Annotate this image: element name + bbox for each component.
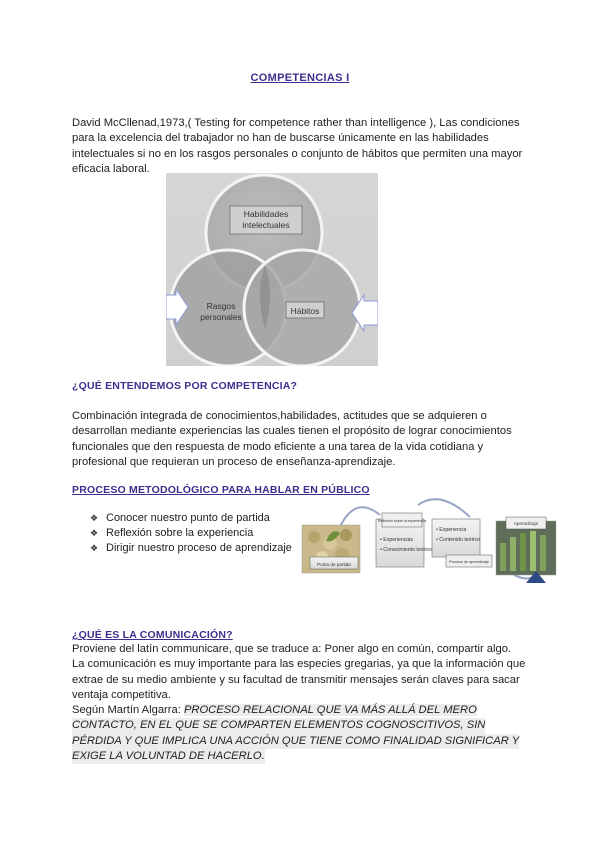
- competencia-line: desarrollan mediante experiencias las cuales tienen el propósito de lograr conocimientos: [72, 425, 512, 438]
- venn-label-left-1: Rasgos: [206, 301, 236, 311]
- plant-shape: [530, 531, 536, 571]
- process-box2-item-text: Conocimiento teórico: [383, 547, 432, 553]
- bullet-text: Reflexión sobre la experiencia: [106, 527, 254, 539]
- quote-text: PÉRDIDA Y QUE IMPLICA UNA ACCIÓN QUE TIENE COMO FINALIDAD SIGNIFICAR Y: [72, 734, 519, 749]
- connector-arc: [418, 499, 470, 517]
- diamond-bullet-icon: ❖: [90, 513, 99, 523]
- intro-paragraph: [72, 116, 532, 177]
- comunicacion-line: extrae de su medio ambiente y su facultad de transmitir mensajes serán claves para sacar: [72, 673, 520, 686]
- process-bullet-list: [90, 511, 292, 556]
- process-box2-item-text: Experiencias: [383, 537, 413, 543]
- process-box2-item: • Experiencias: [380, 537, 413, 543]
- intro-line: eficacia laboral.: [72, 162, 150, 175]
- process-svg: [300, 497, 560, 589]
- process-box2-title: Reflexión sobre la experiencia: [377, 519, 427, 523]
- venn-label-top-2: intelectuales: [242, 220, 290, 230]
- list-item: [90, 541, 292, 556]
- section-heading-comunicacion: ¿QUÉ ES LA COMUNICACIÓN?: [72, 629, 233, 641]
- bullet-text: Dirigir nuestro proceso de aprendizaje: [106, 542, 292, 554]
- venn-svg: [166, 173, 378, 366]
- venn-diagram: [166, 173, 378, 366]
- plant-shape: [500, 543, 506, 571]
- diamond-bullet-icon: ❖: [90, 543, 99, 553]
- plant-shape: [510, 537, 516, 571]
- process-box3-item-text: Contenido teórico: [439, 537, 480, 543]
- venn-label-top-1: Habilidades: [243, 209, 289, 219]
- diamond-bullet-icon: ❖: [90, 528, 99, 538]
- comunicacion-line: ventaja competitiva.: [72, 688, 171, 701]
- section-heading-competencia: ¿QUÉ ENTENDEMOS POR COMPETENCIA?: [72, 380, 298, 392]
- intro-line: David McCllenad,1973,( Testing for competence rather than intelligence ), Las condiciones: [72, 117, 520, 129]
- quote-text: PROCESO RELACIONAL QUE VA MÁS ALLÁ DEL MERO: [183, 704, 477, 717]
- competencia-line: profesional que requieran un proceso de enseñanza-aprendizaje.: [72, 455, 396, 468]
- process-box3-item-text: Experiencia: [439, 527, 467, 533]
- venn-label-right: Hábitos: [290, 306, 320, 316]
- list-item: [90, 526, 292, 541]
- process-box3-foot: Proceso de aprendizaje: [449, 560, 489, 564]
- competencia-line: funcionales que den respuesta de modo eficiente a una tarea de la vida cotidiana y: [72, 440, 484, 453]
- competencia-line: Combinación integrada de conocimientos,habilidades, actitudes que se adquieren o: [72, 410, 487, 422]
- process-diagram: [300, 497, 560, 589]
- competencia-paragraph: [72, 409, 532, 470]
- plant-shape: [540, 535, 546, 571]
- venn-label-left-2: personales: [200, 312, 242, 322]
- connector-arc: [340, 507, 380, 527]
- process-box3-item: • Experiencia: [436, 527, 467, 533]
- comunicacion-paragraph: [72, 642, 542, 764]
- quote-text: EXIGE LA VOLUNTAD DE HACERLO.: [72, 749, 265, 764]
- comunicacion-line: Proviene del latín communicare, que se traduce a: Poner algo en común, compartir algo.: [72, 643, 512, 655]
- quote-author: Según Martín Algarra:: [72, 704, 184, 717]
- process-box4-label: Aprendizaje: [513, 521, 539, 526]
- bullet-text: Conocer nuestro punto de partida: [106, 512, 270, 524]
- quote-first-line: [72, 703, 542, 718]
- intro-line: intelectuales si no en los rasgos personales o conjunto de hábitos que permiten una mayor: [72, 147, 523, 160]
- process-box2-item: • Conocimiento teórico: [380, 547, 432, 553]
- plant-shape: [520, 533, 526, 571]
- seed-shape: [308, 531, 320, 543]
- seed-shape: [340, 529, 352, 541]
- page-title: COMPETENCIAS I: [250, 72, 350, 84]
- intro-line: para la excelencia del trabajador no han de buscarse únicamente en las habilidades: [72, 132, 489, 145]
- section-heading-proceso: PROCESO METODOLÓGICO PARA HABLAR EN PÚBLICO: [72, 484, 370, 496]
- list-item: [90, 511, 292, 526]
- process-box1-label: Punto de partida: [317, 562, 351, 567]
- quote-text: CONTACTO, EN EL QUE SE COMPARTEN ELEMENTOS COGNOSCITIVOS, SIN: [72, 718, 485, 733]
- process-box3-item: • Contenido teórico: [436, 537, 480, 543]
- comunicacion-line: La comunicación es muy importante para las especies gregarias, ya que la información que: [72, 658, 526, 671]
